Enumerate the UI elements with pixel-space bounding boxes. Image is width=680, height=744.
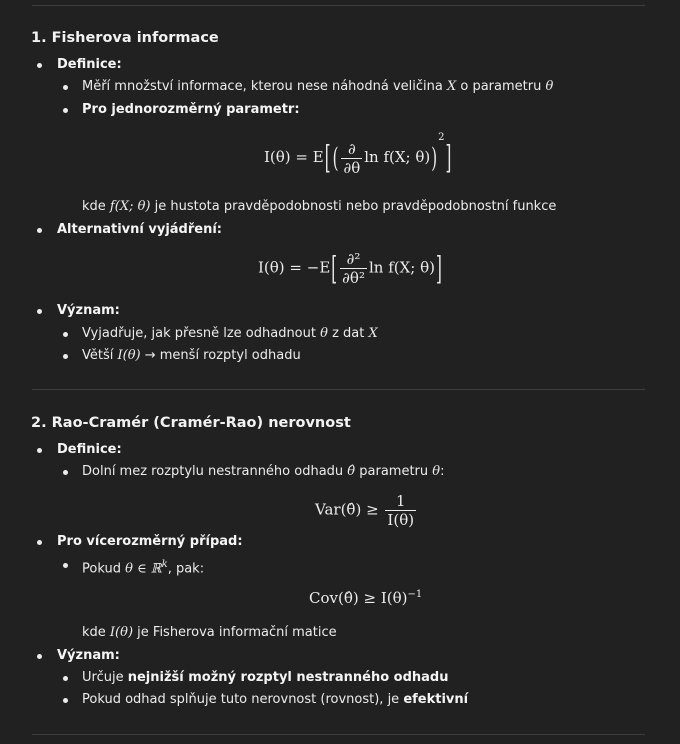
bullet	[63, 470, 68, 475]
section-heading-rao-cramer: 2. Rao-Cramér (Cramér-Rao) nerovnost	[31, 415, 351, 431]
equation-fisher-alternative: I(θ) = −E[ $\frac{\text{∂²}}{\text{∂θ²}}$ ln f(X; θ)]	[258, 249, 442, 288]
equation-covariance: Cov(θ̂) ≥ $I(\theta)^{-1}$	[309, 589, 423, 607]
bullet	[63, 698, 68, 703]
alternativni-label: Alternativní vyjádření:	[57, 222, 222, 237]
vyznam-label: Význam:	[57, 303, 120, 318]
divider-bottom	[32, 734, 645, 735]
bullet	[37, 63, 42, 68]
jednorozmerny-label: Pro jednorozměrný parametr:	[82, 102, 300, 117]
divider-top	[32, 5, 645, 6]
vicerozmerny-label: Pro vícerozměrný případ:	[57, 534, 243, 549]
bullet	[37, 654, 42, 659]
vyznam-label-2: Význam:	[57, 648, 120, 663]
bullet	[37, 228, 42, 233]
divider-middle	[32, 389, 645, 390]
equation-fisher-information: I(θ) = E[ ( $\frac{\partial}{\partial\theta}$ ln f(X; θ))$^2$]	[264, 132, 452, 177]
bullet	[63, 85, 68, 90]
bullet	[37, 540, 42, 545]
bullet	[37, 309, 42, 314]
kde-hustota-text: kde f(X; θ) je hustota pravděpodobnosti nebo pravděpodobnostní funkce	[82, 199, 557, 214]
vyznam-item-urcuje: Určuje nejnižší možný rozptyl nestranného odhadu	[82, 670, 449, 685]
pokud-text: Pokud θ ∈ ℝ$^k$, pak:	[82, 559, 205, 577]
kde-matice-text: kde I(θ) je Fisherova informační matice	[82, 625, 337, 640]
bullet	[63, 108, 68, 113]
bullet	[63, 563, 68, 568]
definice-text: Měří množství informace, kterou nese náhodná veličina X o parametru θ	[82, 79, 554, 94]
bullet	[63, 332, 68, 337]
equation-cramer-rao: Var(θ̂) ≥ $\frac{1}{I(\theta)}$	[315, 492, 415, 529]
bullet	[63, 354, 68, 359]
vyznam-item-efektivni: Pokud odhad splňuje tuto nerovnost (rovnost), je efektivní	[82, 692, 469, 707]
vyznam-item-2: Větší I(θ) → menší rozptyl odhadu	[82, 348, 301, 363]
bullet	[37, 448, 42, 453]
vyznam-item-1: Vyjadřuje, jak přesně lze odhadnout θ z dat X	[82, 326, 378, 341]
section-heading-fisher: 1. Fisherova informace	[31, 30, 219, 46]
bullet	[63, 676, 68, 681]
definice-label: Definice:	[57, 57, 122, 72]
dolni-mez-text: Dolní mez rozptylu nestranného odhadu θ̂ parametru θ:	[82, 464, 445, 479]
definice-label-2: Definice:	[57, 442, 122, 457]
